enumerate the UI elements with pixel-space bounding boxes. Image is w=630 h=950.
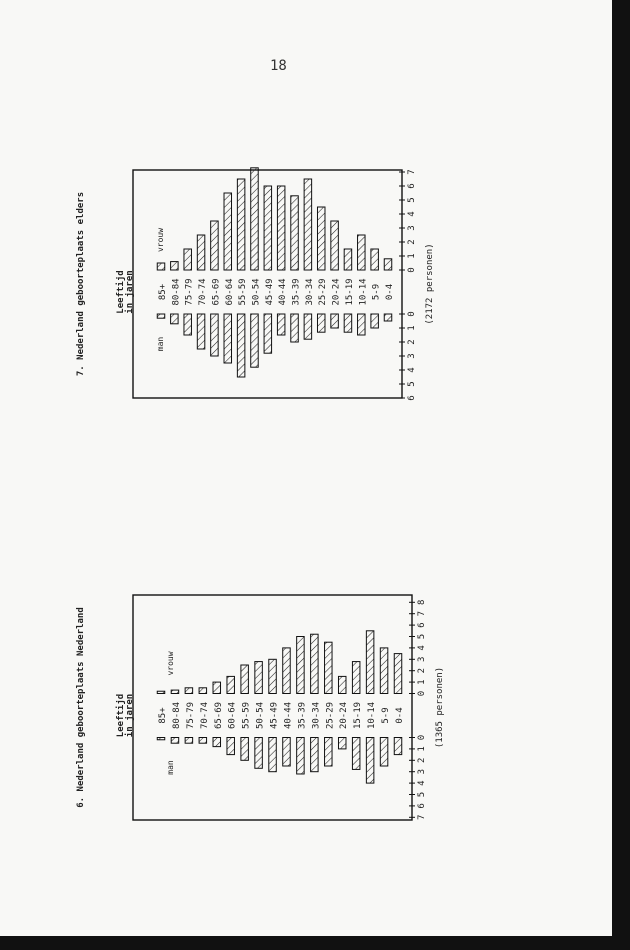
tick-label-vrouw: 1	[407, 253, 417, 259]
age-label: 40-44	[283, 701, 294, 730]
age-label: 80-84	[171, 701, 182, 730]
bar-vrouw	[184, 249, 192, 270]
bar-man	[237, 314, 245, 377]
age-label: 30-34	[311, 701, 322, 730]
bar-vrouw	[264, 186, 272, 270]
tick-label-man: 0	[407, 311, 417, 317]
bar-vrouw	[171, 262, 179, 270]
tick-label-man: 7	[417, 814, 427, 821]
tick-label-man: 6	[407, 395, 417, 401]
bar-vrouw	[394, 654, 402, 694]
chart-title: 6. Nederland geboorteplaats Nederland	[76, 607, 86, 808]
tick-label-vrouw: 8	[417, 599, 427, 606]
age-label: 65-69	[213, 701, 224, 730]
bar-vrouw	[352, 662, 360, 694]
tick-label-vrouw: 4	[407, 211, 417, 217]
bar-man	[185, 738, 193, 744]
bar-man	[394, 738, 402, 755]
bar-man	[213, 738, 221, 747]
bar-man	[317, 314, 325, 332]
age-label: 50-54	[255, 701, 266, 730]
bar-man	[171, 314, 179, 324]
bar-man	[352, 738, 360, 770]
bar-vrouw	[371, 249, 379, 270]
age-label: 5-9	[371, 283, 382, 301]
tick-label-vrouw: 6	[407, 183, 417, 189]
bar-vrouw	[185, 688, 193, 694]
tick-label-vrouw: 3	[417, 656, 427, 663]
tick-label-man: 2	[407, 339, 417, 345]
bar-man	[184, 314, 192, 335]
tick-label-man: 4	[407, 367, 417, 373]
age-label: 35-39	[291, 278, 302, 306]
bar-man	[384, 314, 392, 321]
tick-label-vrouw: 4	[417, 645, 427, 651]
chart-title: 7. Nederland geboorteplaats elders	[76, 191, 86, 377]
age-axis-label: in jaren	[125, 693, 135, 738]
bar-man	[264, 314, 272, 353]
pyramid-chart-elders	[76, 168, 435, 401]
tick-label-vrouw: 7	[417, 610, 427, 617]
series-label-man: man	[156, 336, 165, 352]
age-label: 75-79	[184, 278, 195, 306]
age-label: 80-84	[171, 278, 182, 306]
age-label: 55-59	[238, 278, 249, 306]
bar-man	[338, 738, 346, 749]
bar-vrouw	[331, 221, 339, 270]
bar-man	[199, 738, 207, 744]
bar-vrouw	[325, 642, 333, 693]
bar-vrouw	[211, 221, 219, 270]
age-label: 40-44	[278, 278, 289, 306]
age-label: 25-29	[325, 701, 336, 730]
series-label-vrouw: vrouw	[156, 227, 165, 253]
age-axis-label: Leeftijd	[116, 693, 126, 738]
bar-vrouw	[171, 690, 179, 693]
bar-vrouw	[224, 193, 232, 270]
chart-subtitle: (2172 personen)	[425, 243, 435, 325]
age-label: 45-49	[264, 278, 275, 306]
age-label: 15-19	[344, 278, 355, 306]
bar-man	[291, 314, 299, 342]
tick-label-man: 3	[417, 768, 427, 775]
bar-man	[283, 738, 291, 767]
bar-man	[277, 314, 285, 335]
bar-man	[251, 314, 259, 367]
bar-man	[227, 738, 235, 755]
bar-man	[157, 738, 165, 740]
bar-man	[224, 314, 232, 363]
age-label: 65-69	[211, 278, 222, 306]
age-label: 20-24	[339, 701, 350, 730]
age-label: 55-59	[241, 701, 252, 730]
bar-vrouw	[255, 662, 263, 694]
series-label-vrouw: vrouw	[166, 651, 175, 676]
series-label-man: man	[166, 760, 175, 775]
tick-label-man: 3	[407, 353, 417, 359]
age-label: 50-54	[251, 278, 262, 306]
age-label: 85+	[158, 707, 168, 724]
bar-man	[297, 738, 305, 774]
age-label: 5-9	[381, 707, 392, 724]
bar-vrouw	[157, 263, 165, 270]
bar-vrouw	[199, 688, 207, 694]
age-label: 0-4	[395, 707, 405, 724]
bar-vrouw	[227, 676, 235, 693]
age-label: 35-39	[297, 701, 308, 730]
bar-vrouw	[283, 648, 291, 694]
tick-label-vrouw: 2	[417, 667, 427, 674]
bar-vrouw	[213, 682, 221, 693]
tick-label-vrouw: 2	[407, 239, 417, 245]
page-number: 18	[270, 58, 287, 74]
bar-vrouw	[297, 637, 305, 694]
tick-label-man: 0	[417, 734, 427, 741]
tick-label-vrouw: 5	[407, 197, 417, 203]
age-axis-label: Leeftijd	[116, 270, 126, 314]
age-label: 60-64	[227, 701, 238, 730]
bar-man	[157, 314, 165, 318]
bar-man	[380, 738, 388, 767]
tick-label-vrouw: 7	[407, 169, 417, 175]
tick-label-man: 6	[417, 803, 427, 809]
age-label: 60-64	[224, 278, 235, 306]
bar-man	[255, 738, 263, 769]
bar-vrouw	[380, 648, 388, 694]
age-label: 70-74	[198, 278, 209, 306]
bar-man	[211, 314, 219, 356]
bar-vrouw	[317, 207, 325, 270]
bar-vrouw	[269, 659, 277, 693]
tick-label-man: 2	[417, 757, 427, 764]
bar-man	[371, 314, 379, 328]
bar-vrouw	[338, 676, 346, 693]
tick-label-vrouw: 6	[417, 622, 427, 628]
bar-vrouw	[344, 249, 352, 270]
bar-vrouw	[241, 665, 249, 694]
age-label: 30-34	[304, 278, 315, 306]
age-label: 75-79	[185, 701, 196, 730]
bar-man	[366, 738, 374, 784]
age-label: 20-24	[331, 278, 342, 306]
bar-man	[269, 738, 277, 772]
age-label: 85+	[158, 283, 168, 301]
age-label: 0-4	[385, 283, 395, 301]
bar-vrouw	[358, 235, 366, 270]
bar-man	[325, 738, 333, 767]
bar-man	[311, 738, 319, 772]
tick-label-vrouw: 5	[417, 633, 427, 640]
bar-vrouw	[251, 168, 259, 270]
age-label: 10-14	[358, 278, 369, 306]
age-label: 25-29	[318, 278, 329, 306]
bar-vrouw	[366, 631, 374, 694]
tick-label-man: 5	[417, 791, 427, 798]
bar-vrouw	[311, 634, 319, 693]
bar-vrouw	[197, 235, 205, 270]
age-label: 70-74	[199, 701, 210, 730]
bar-vrouw	[237, 179, 245, 270]
bar-man	[171, 738, 179, 744]
tick-label-man: 4	[417, 780, 427, 786]
bar-vrouw	[157, 691, 165, 693]
tick-label-vrouw: 0	[407, 267, 417, 273]
bar-vrouw	[291, 196, 299, 270]
age-label: 15-19	[353, 701, 364, 730]
pyramid-chart-nederland	[76, 595, 445, 820]
tick-label-vrouw: 3	[407, 225, 417, 231]
bar-vrouw	[384, 259, 392, 270]
tick-label-man: 1	[407, 325, 417, 331]
bar-man	[241, 738, 249, 761]
tick-label-man: 5	[407, 381, 417, 387]
tick-label-man: 1	[417, 746, 427, 752]
tick-label-vrouw: 0	[417, 690, 427, 697]
bar-man	[197, 314, 205, 349]
tick-label-vrouw: 1	[417, 679, 427, 685]
chart-subtitle: (1365 personen)	[435, 666, 445, 749]
age-label: 45-49	[269, 701, 280, 730]
bar-vrouw	[304, 179, 312, 270]
age-axis-label: in jaren	[125, 270, 135, 314]
age-label: 10-14	[367, 701, 378, 730]
bar-man	[331, 314, 339, 328]
bar-man	[358, 314, 366, 335]
bar-vrouw	[277, 186, 285, 270]
bar-man	[304, 314, 312, 339]
bar-man	[344, 314, 352, 332]
